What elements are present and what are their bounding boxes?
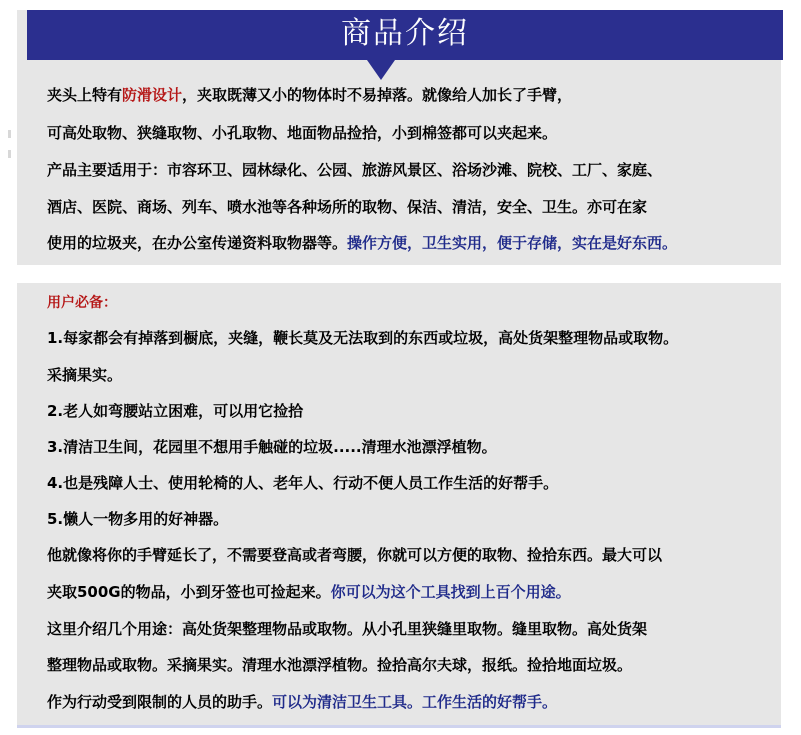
user-line: 整理物品或取物。采摘果实。清理水池漂浮植物。捡拾高尔夫球，报纸。捡拾地面垃圾。: [47, 656, 633, 674]
user-line: 3.清洁卫生间，花园里不想用手触碰的垃圾.....清理水池漂浮植物。: [47, 438, 497, 456]
intro-line: 酒店、医院、商场、列车、喷水池等各种场所的取物、保洁、清洁，安全、卫生。亦可在家: [47, 198, 648, 216]
bottom-edge: [17, 725, 781, 728]
user-line: 1.每家都会有掉落到橱底，夹缝，鞭长莫及无法取到的东西或垃圾，高处货架整理物品或取物。: [47, 329, 679, 347]
intro-line: 可高处取物、狭缝取物、小孔取物、地面物品捡拾，小到棉签都可以夹起来。: [47, 124, 558, 142]
intro-highlight-blue: 操作方便，卫生实用，便于存储，实在是好东西。: [347, 234, 678, 252]
user-highlight-blue: 可以为清洁卫生工具。工作生活的好帮手。: [272, 693, 558, 711]
user-line: 采摘果实。: [47, 366, 123, 384]
user-line: [47, 691, 557, 713]
edge-mark: [8, 150, 11, 158]
intro-title: 商品介绍: [341, 16, 469, 51]
intro-line: 产品主要适用于：市容环卫、园林绿化、公园、旅游风景区、浴场沙滩、院校、工厂、家庭、: [47, 161, 663, 179]
intro-line: [47, 232, 677, 254]
intro-line-text: ，夹取既薄又小的物体时不易掉落。就像给人加长了手臂，: [182, 86, 573, 104]
user-highlight-blue: 你可以为这个工具找到上百个用途。: [330, 583, 571, 601]
user-line-text: 作为行动受到限制的人员的助手。: [47, 693, 273, 711]
user-line: [47, 581, 571, 603]
user-line: 2.老人如弯腰站立困难，可以用它捡拾: [47, 402, 304, 420]
user-line: 5.懒人一物多用的好神器。: [47, 510, 229, 528]
header-notch: [367, 60, 395, 80]
user-line: 他就像将你的手臂延长了，不需要登高或者弯腰，你就可以方便的取物、捡拾东西。最大可以: [47, 546, 663, 564]
intro-header-bar: [27, 10, 783, 60]
intro-line-text: 夹头上特有: [47, 86, 123, 104]
user-title: 用户必备：: [47, 295, 117, 311]
user-line: 这里介绍几个用途：高处货架整理物品或取物。从小孔里狭缝里取物。缝里取物。高处货架: [47, 620, 648, 638]
user-essentials-panel: [17, 283, 781, 725]
product-intro-panel: [17, 10, 781, 265]
intro-line: [47, 84, 572, 106]
user-line: 4.也是残障人士、使用轮椅的人、老年人、行动不便人员工作生活的好帮手。: [47, 474, 559, 492]
user-line-text: 夹取500G的物品，小到牙签也可捡起来。: [47, 583, 331, 601]
intro-highlight-red: 防滑设计: [122, 86, 183, 104]
edge-mark: [8, 130, 11, 138]
intro-line-text: 使用的垃圾夹，在办公室传递资料取物器等。: [47, 234, 348, 252]
